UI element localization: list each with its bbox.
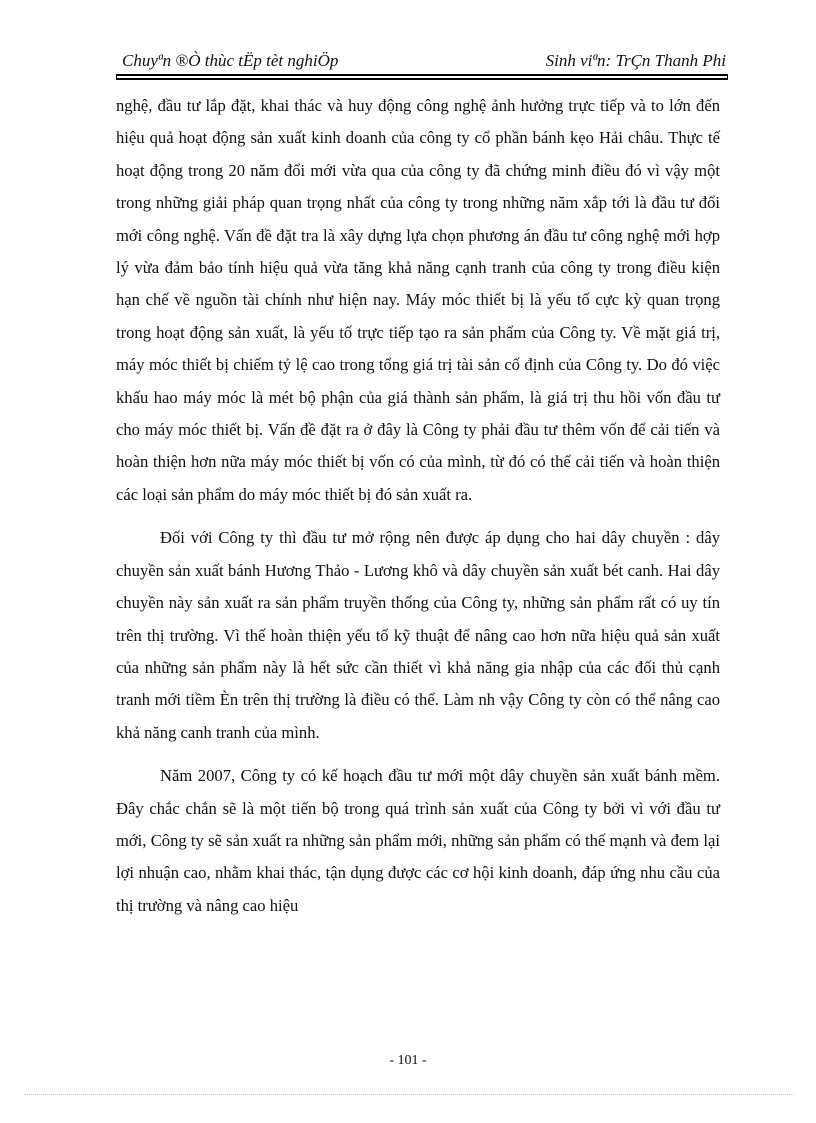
footer-divider xyxy=(24,1094,794,1095)
paragraph-2: Đối với Công ty thì đầu tư mở rộng nên được áp dụng cho hai dây chuyền : dây chuyền sản xuất bánh Hương Thảo - Lương khô và dây chuyền sản xuất bét canh. Hai dây chuyền này sản xuất ra sản phẩm truyền thống của Công ty, những sản phẩm rất có uy tín trên thị trường. Vì thế hoàn thiện yếu tố kỹ thuật để nâng cao hơn nữa hiệu quả sản xuất của những sản phẩm này là hết sức cần thiết vì khả năng gia nhập của các đối thủ cạnh tranh mới tiềm Èn trên thị trường là điều có thể. Làm nh vậy Công ty còn có thể nâng cao khả năng canh tranh của mình. xyxy=(116,528,720,742)
paragraph-3: Năm 2007, Công ty có kế hoạch đầu tư mới một dây chuyền sản xuất bánh mềm. Đây chắc chắn sẽ là một tiến bộ trong quá trình sản xuất của Công ty bởi vì với đầu tư mới, Công ty sẽ sản xuất ra những sản phẩm mới, những sản phẩm có thế mạnh và đem lại lợi nhuận cao, nhằm khai thác, tận dụng được các cơ hội kinh doanh, đáp ứng nhu cầu của thị trường và nâng cao hiệu xyxy=(116,766,720,915)
body-text xyxy=(116,90,720,922)
paragraph-1: nghệ, đầu tư lắp đặt, khai thác và huy động công nghệ ảnh hưởng trực tiếp và to lớn đến hiệu quả hoạt động sản xuất kinh doanh của công ty cổ phần bánh kẹo Hải châu. Thực tế hoạt động trong 20 năm đổi mới vừa qua của công ty đã chứng minh điều đó vì vậy một trong những giải pháp quan trọng nhất của công ty trong những năm xắp tới là đầu tư đổi mới công nghệ. Vấn đề đặt tra là xây dựng lựa chọn phương án đầu tư công nghệ mới hợp lý vừa đảm bảo tính hiệu quả vừa tăng khả năng cạnh tranh của công ty trong điều kiện hạn chế về nguồn tài chính như hiện nay. Máy móc thiết bị là yếu tố cực kỳ quan trọng trong hoạt động sản xuất, là yếu tố trực tiếp tạo ra sản phẩm của Công ty. Về mặt giá trị, máy móc thiết bị chiếm tỷ lệ cao trong tổng giá trị tài sản cố định của Công ty. Do đó việc khấu hao máy móc là mét bộ phận của giá thành sản phẩm, là giá trị thu hồi vốn đầu tư cho máy móc thiết bị. Vấn đề đặt ra ở đây là Công ty phải đầu tư thêm vốn để cải tiến và hoàn thiện hơn nữa máy móc thiết bị vốn có của mình, từ đó có thể cải tiến và hoàn thiện các loại sản phẩm do máy móc thiết bị đó sản xuất ra. xyxy=(116,96,720,504)
page-header xyxy=(116,48,728,76)
header-student-name: Sinh viªn: TrÇn Thanh Phi xyxy=(545,51,726,70)
header-document-title: Chuyªn ®Ò thùc tËp tèt nghiÖp xyxy=(122,51,339,70)
page-number: - 101 - xyxy=(389,1053,427,1068)
